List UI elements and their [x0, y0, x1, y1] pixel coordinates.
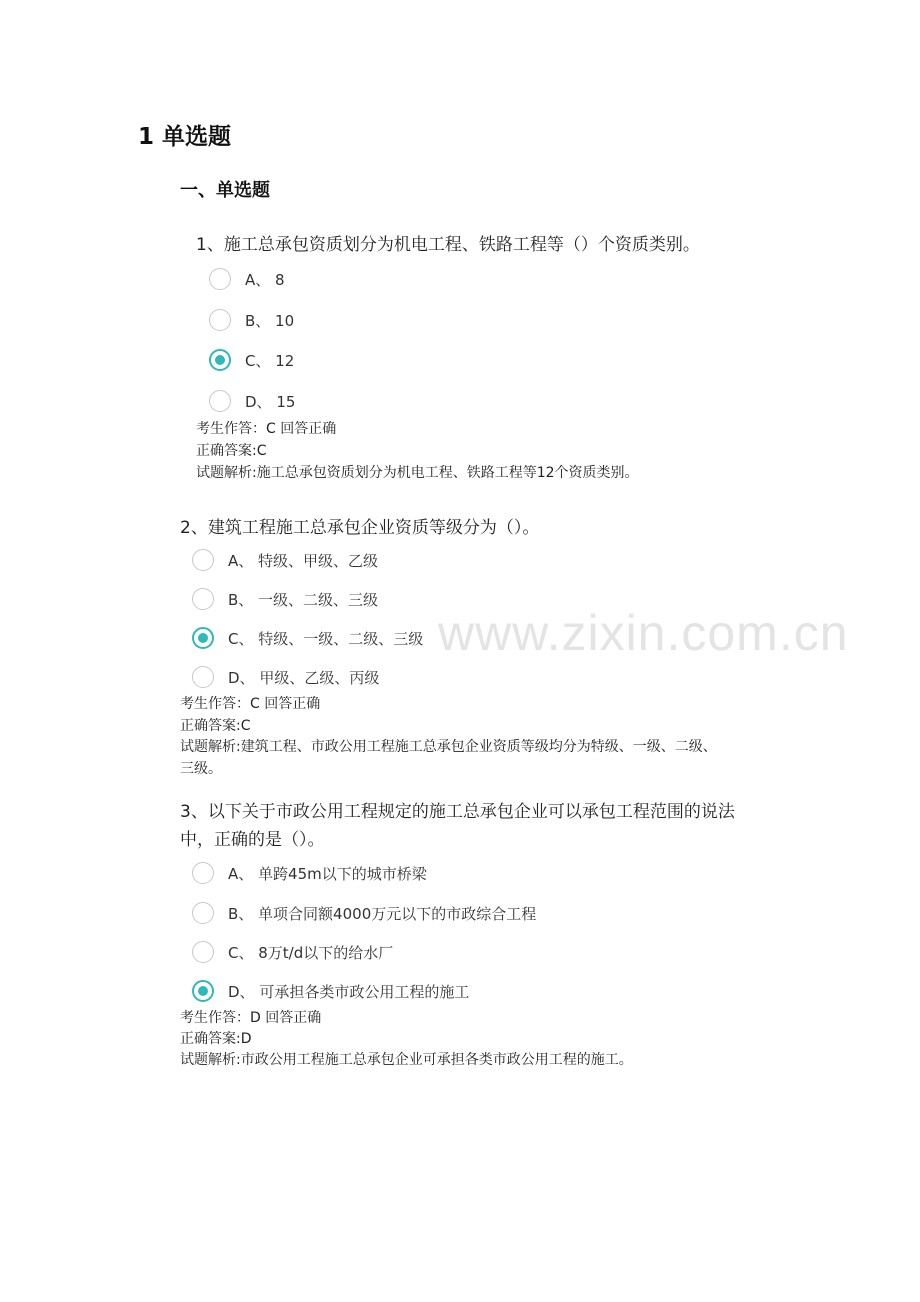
radio-unchecked-icon[interactable]: [192, 549, 214, 571]
section-title: 一、单选题: [180, 180, 270, 201]
correct-answer: 正确答案:C: [180, 718, 251, 734]
option-label: A、 8: [245, 270, 285, 289]
radio-unchecked-icon[interactable]: [209, 268, 231, 290]
correct-answer: 正确答案:C: [196, 443, 267, 459]
student-answer: 考生作答：D 回答正确: [180, 1010, 322, 1026]
radio-checked-icon[interactable]: [192, 980, 214, 1002]
question-text-line-2: 中，正确的是（）。: [180, 830, 325, 850]
explanation: 试题解析:施工总承包资质划分为机电工程、铁路工程等12个资质类别。: [196, 465, 639, 481]
radio-unchecked-icon[interactable]: [209, 390, 231, 412]
option-a[interactable]: [209, 268, 285, 290]
option-a[interactable]: [192, 862, 427, 884]
option-c[interactable]: [209, 349, 294, 371]
option-label: D、 15: [245, 392, 296, 411]
student-answer: 考生作答：C 回答正确: [196, 421, 337, 437]
radio-checked-icon[interactable]: [209, 349, 231, 371]
option-c[interactable]: [192, 627, 423, 649]
question-text-line-1: 3、以下关于市政公用工程规定的施工总承包企业可以承包工程范围的说法: [180, 802, 735, 822]
option-label: A、 单跨45m以下的城市桥梁: [228, 864, 427, 883]
option-c[interactable]: [192, 941, 393, 963]
option-d[interactable]: [209, 390, 295, 412]
option-label: B、 10: [245, 311, 295, 330]
radio-unchecked-icon[interactable]: [209, 309, 231, 331]
student-answer: 考生作答：C 回答正确: [180, 696, 321, 712]
radio-unchecked-icon[interactable]: [192, 588, 214, 610]
watermark: www.zixin.com.cn: [438, 605, 849, 661]
option-label: C、 12: [245, 351, 295, 370]
option-b[interactable]: [192, 588, 378, 610]
option-label: B、 单项合同额4000万元以下的市政综合工程: [228, 904, 537, 923]
option-label: C、 8万t/d以下的给水厂: [228, 943, 394, 962]
option-label: A、 特级、甲级、乙级: [228, 551, 379, 570]
explanation: 试题解析:市政公用工程施工总承包企业可承担各类市政公用工程的施工。: [180, 1052, 633, 1068]
radio-unchecked-icon[interactable]: [192, 902, 214, 924]
radio-unchecked-icon[interactable]: [192, 862, 214, 884]
correct-answer: 正确答案:D: [180, 1031, 252, 1047]
explanation-line-1: 试题解析:建筑工程、市政公用工程施工总承包企业资质等级均分为特级、一级、二级、: [180, 739, 717, 755]
radio-unchecked-icon[interactable]: [192, 941, 214, 963]
option-b[interactable]: [209, 309, 294, 331]
question-text: 1、施工总承包资质划分为机电工程、铁路工程等（）个资质类别。: [196, 235, 700, 255]
option-d[interactable]: [192, 980, 469, 1002]
radio-checked-icon[interactable]: [192, 627, 214, 649]
option-label: D、 甲级、乙级、丙级: [228, 668, 380, 687]
option-d[interactable]: [192, 666, 379, 688]
radio-unchecked-icon[interactable]: [192, 666, 214, 688]
document-title: 1 单选题: [138, 124, 232, 150]
option-a[interactable]: [192, 549, 378, 571]
option-label: C、 特级、一级、二级、三级: [228, 629, 424, 648]
option-b[interactable]: [192, 902, 536, 924]
option-label: D、 可承担各类市政公用工程的施工: [228, 982, 470, 1001]
option-label: B、 一级、二级、三级: [228, 590, 379, 609]
question-text: 2、建筑工程施工总承包企业资质等级分为（）。: [180, 518, 540, 538]
explanation-line-2: 三级。: [180, 761, 222, 777]
